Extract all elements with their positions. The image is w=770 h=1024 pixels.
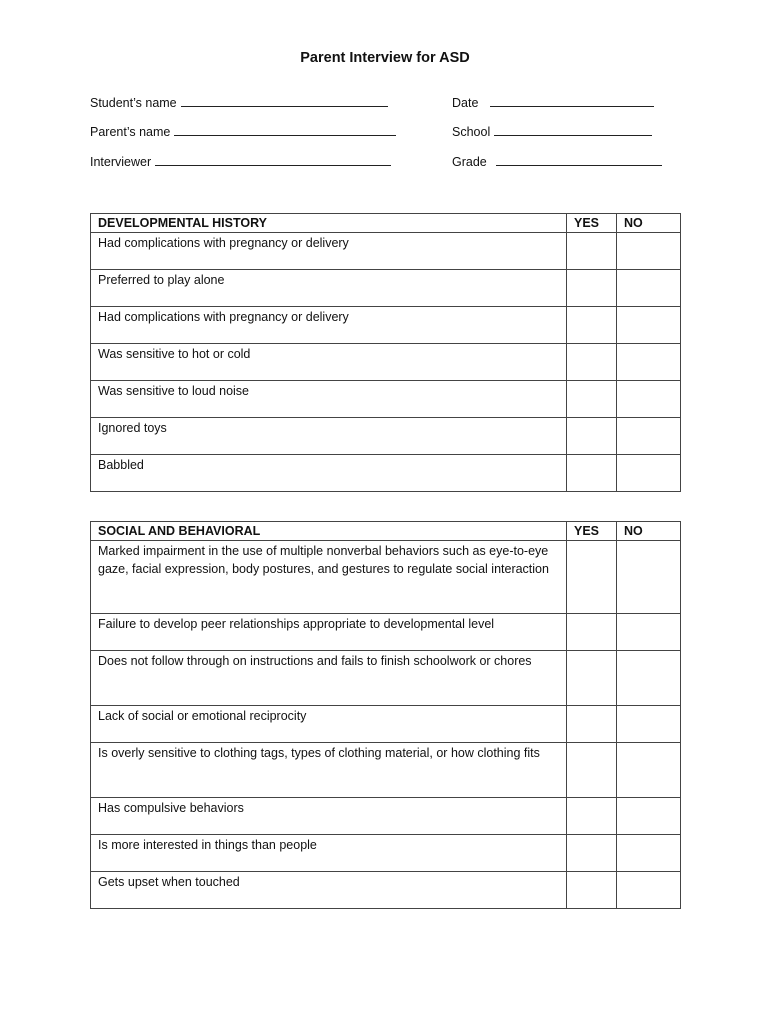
question-text: Was sensitive to hot or cold (91, 344, 567, 381)
no-checkbox-cell[interactable] (617, 835, 681, 872)
student-name-field[interactable] (90, 95, 388, 110)
table-row (91, 651, 681, 706)
grade-field[interactable] (452, 154, 662, 169)
social-behavioral-table (90, 521, 681, 909)
table-row (91, 541, 681, 614)
yes-checkbox-cell[interactable] (567, 455, 617, 492)
question-text: Had complications with pregnancy or delivery (91, 233, 567, 270)
question-text: Does not follow through on instructions and fails to finish schoolwork or chores (91, 651, 567, 706)
yes-checkbox-cell[interactable] (567, 270, 617, 307)
interviewer-field[interactable] (90, 154, 391, 169)
table-row (91, 270, 681, 307)
table-row (91, 872, 681, 909)
table-row (91, 381, 681, 418)
yes-checkbox-cell[interactable] (567, 233, 617, 270)
question-text: Gets upset when touched (91, 872, 567, 909)
table-row (91, 418, 681, 455)
no-checkbox-cell[interactable] (617, 541, 681, 614)
school-line[interactable] (494, 124, 652, 136)
yes-checkbox-cell[interactable] (567, 872, 617, 909)
no-checkbox-cell[interactable] (617, 614, 681, 651)
date-label: Date (452, 96, 479, 110)
question-text: Has compulsive behaviors (91, 798, 567, 835)
yes-column-header: YES (567, 522, 617, 541)
school-field[interactable] (452, 124, 652, 139)
yes-checkbox-cell[interactable] (567, 614, 617, 651)
no-checkbox-cell[interactable] (617, 344, 681, 381)
student-name-label: Student’s name (90, 96, 177, 110)
parent-name-field[interactable] (90, 124, 396, 139)
question-text: Marked impairment in the use of multiple nonverbal behaviors such as eye-to-eye gaze, facial expression, body postures, and gestures to regulate social interaction (91, 541, 567, 614)
school-label: School (452, 125, 491, 139)
question-text: Failure to develop peer relationships appropriate to developmental level (91, 614, 567, 651)
question-text: Babbled (91, 455, 567, 492)
yes-column-header: YES (567, 214, 617, 233)
parent-name-line[interactable] (174, 124, 396, 136)
table-header-row (91, 214, 681, 233)
page-title: Parent Interview for ASD (300, 50, 470, 66)
yes-checkbox-cell[interactable] (567, 381, 617, 418)
question-text: Had complications with pregnancy or delivery (91, 307, 567, 344)
developmental-history-table (90, 213, 681, 492)
yes-checkbox-cell[interactable] (567, 798, 617, 835)
table-row (91, 233, 681, 270)
no-checkbox-cell[interactable] (617, 798, 681, 835)
no-checkbox-cell[interactable] (617, 455, 681, 492)
grade-label: Grade (452, 155, 487, 169)
yes-checkbox-cell[interactable] (567, 418, 617, 455)
yes-checkbox-cell[interactable] (567, 835, 617, 872)
no-checkbox-cell[interactable] (617, 872, 681, 909)
table-row (91, 614, 681, 651)
question-text: Preferred to play alone (91, 270, 567, 307)
table-row (91, 743, 681, 798)
no-column-header: NO (617, 214, 681, 233)
question-text: Was sensitive to loud noise (91, 381, 567, 418)
table-row (91, 798, 681, 835)
no-checkbox-cell[interactable] (617, 307, 681, 344)
no-checkbox-cell[interactable] (617, 381, 681, 418)
grade-line[interactable] (496, 154, 662, 166)
question-text: Is more interested in things than people (91, 835, 567, 872)
date-field[interactable] (452, 95, 654, 110)
parent-name-label: Parent’s name (90, 125, 171, 139)
table-row (91, 706, 681, 743)
yes-checkbox-cell[interactable] (567, 344, 617, 381)
yes-checkbox-cell[interactable] (567, 743, 617, 798)
no-checkbox-cell[interactable] (617, 743, 681, 798)
social-behavioral-header: SOCIAL AND BEHAVIORAL (91, 522, 567, 541)
yes-checkbox-cell[interactable] (567, 651, 617, 706)
no-checkbox-cell[interactable] (617, 706, 681, 743)
table-row (91, 307, 681, 344)
no-checkbox-cell[interactable] (617, 651, 681, 706)
no-checkbox-cell[interactable] (617, 418, 681, 455)
date-line[interactable] (490, 95, 654, 107)
interviewer-line[interactable] (155, 154, 391, 166)
no-checkbox-cell[interactable] (617, 233, 681, 270)
table-row (91, 835, 681, 872)
interviewer-label: Interviewer (90, 155, 152, 169)
question-text: Ignored toys (91, 418, 567, 455)
no-column-header: NO (617, 522, 681, 541)
yes-checkbox-cell[interactable] (567, 706, 617, 743)
student-name-line[interactable] (181, 95, 388, 107)
yes-checkbox-cell[interactable] (567, 541, 617, 614)
yes-checkbox-cell[interactable] (567, 307, 617, 344)
question-text: Lack of social or emotional reciprocity (91, 706, 567, 743)
question-text: Is overly sensitive to clothing tags, types of clothing material, or how clothing fits (91, 743, 567, 798)
table-row (91, 455, 681, 492)
developmental-history-header: DEVELOPMENTAL HISTORY (91, 214, 567, 233)
table-header-row (91, 522, 681, 541)
table-row (91, 344, 681, 381)
no-checkbox-cell[interactable] (617, 270, 681, 307)
